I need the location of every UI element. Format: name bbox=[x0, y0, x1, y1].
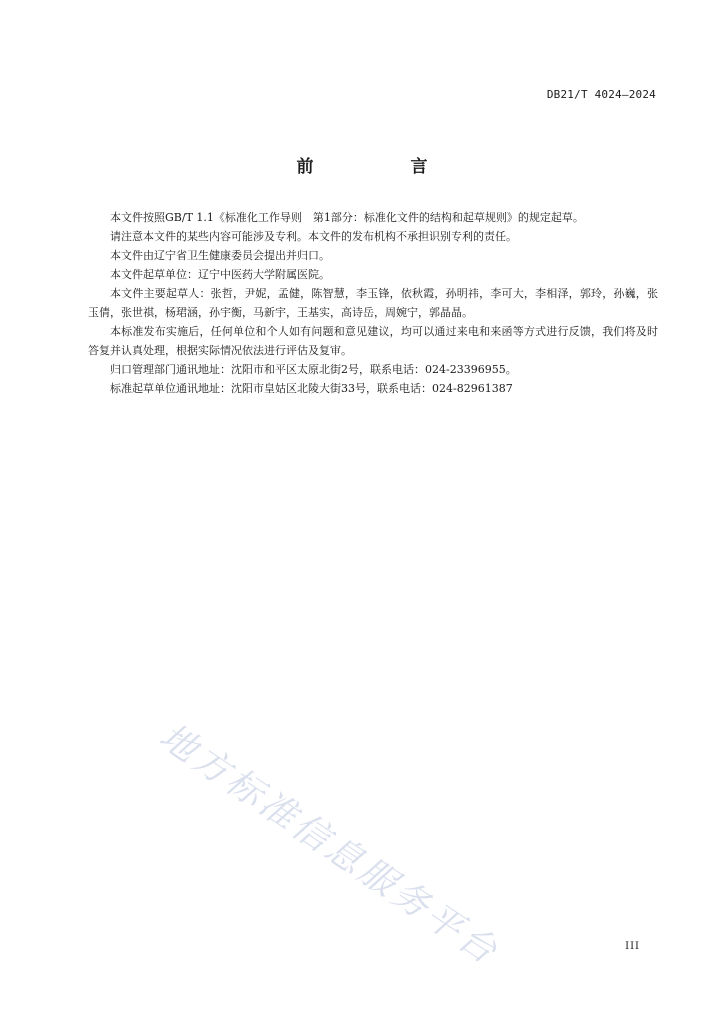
foreword-body bbox=[88, 208, 658, 398]
paragraph-proposer: 本文件由辽宁省卫生健康委员会提出并归口。 bbox=[110, 249, 330, 262]
page-title: 前 言 bbox=[296, 157, 468, 177]
paragraph-management-address: 归口管理部门通讯地址：沈阳市和平区太原北街2号，联系电话：024-23396955。 bbox=[110, 363, 517, 376]
document-code: DB21/T 4024—2024 bbox=[546, 88, 656, 101]
page-number: III bbox=[625, 941, 640, 952]
watermark-text: 地方标准信息服务平台 bbox=[151, 715, 507, 974]
paragraph-drafting-rule: 本文件按照GB/T 1.1《标准化工作导则 第1部分：标准化文件的结构和起草规则》的规定起草。 bbox=[110, 211, 584, 224]
paragraph-drafters: 本文件主要起草人：张哲，尹妮，孟健，陈智慧，李玉锋，依秋霞，孙明祎，李可大，李相泽，郭玲，孙巍，张玉倩，张世祺，杨珺涵，孙宇衡，马新宇，王基实，高诗岳，周婉宁，郭晶晶。 bbox=[88, 287, 658, 319]
paragraph-patent-notice: 请注意本文件的某些内容可能涉及专利。本文件的发布机构不承担识别专利的责任。 bbox=[110, 230, 517, 243]
paragraph-drafter-address: 标准起草单位通讯地址：沈阳市皇姑区北陵大街33号，联系电话：024-82961387 bbox=[110, 382, 513, 395]
paragraph-feedback: 本标准发布实施后，任何单位和个人如有问题和意见建议，均可以通过来电和来函等方式进行反馈，我们将及时答复并认真处理，根据实际情况依法进行评估及复审。 bbox=[88, 325, 658, 357]
paragraph-drafting-unit: 本文件起草单位：辽宁中医药大学附属医院。 bbox=[110, 268, 330, 281]
